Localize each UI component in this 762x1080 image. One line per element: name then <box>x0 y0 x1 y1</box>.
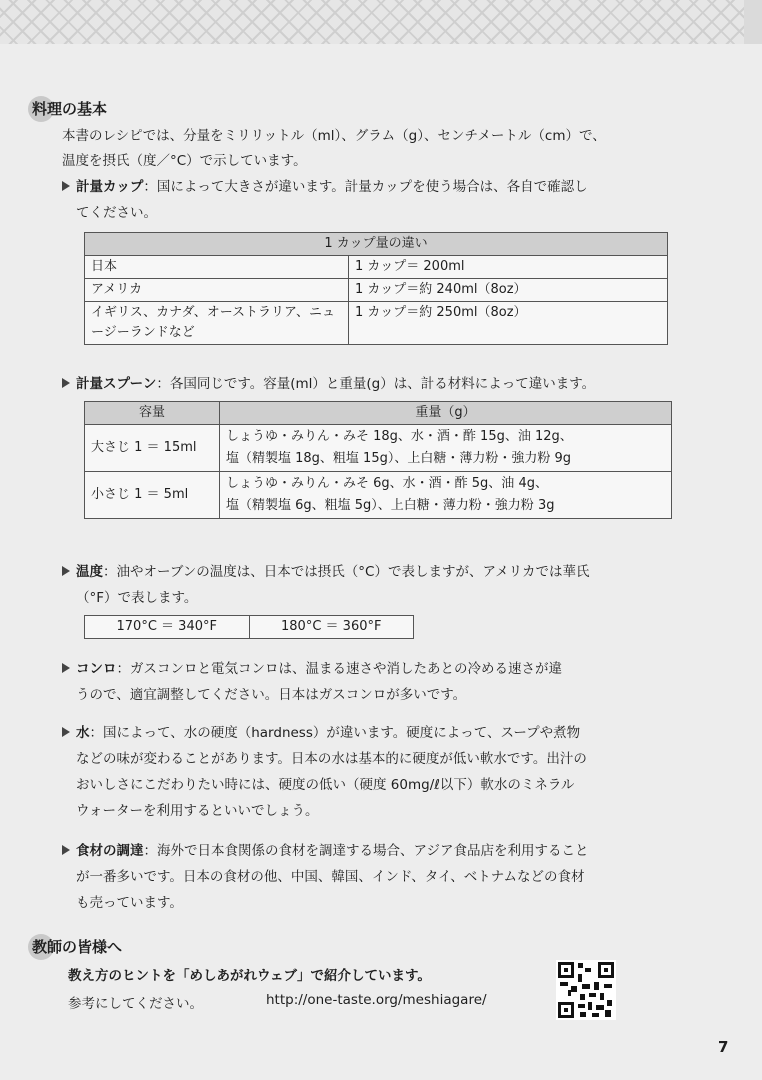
cup-country: イギリス、カナダ、オーストラリア、ニュージーランドなど <box>85 302 349 345</box>
cup-country: 日本 <box>85 256 349 279</box>
temperature-text-2: （°F）で表します。 <box>76 590 198 606</box>
teachers-note-line-2: 参考にしてください。 <box>68 996 203 1012</box>
water-text-2: などの味が変わることがあります。日本の水は基本的に硬度が低い軟水です。出汁の <box>76 751 587 767</box>
table-row <box>85 472 672 519</box>
spoon-weight-line: 塩（精製塩 18g、粗塩 15g）、上白糖・薄力粉・強力粉 9g <box>226 451 572 466</box>
bullet-water <box>62 720 704 824</box>
cup-country: アメリカ <box>85 279 349 302</box>
bullet-measuring-spoon <box>62 371 704 397</box>
measuring-cup-text-2: てください。 <box>76 205 157 221</box>
section-heading-teachers <box>28 934 122 960</box>
heading-text: 教師の皆様へ <box>32 938 123 956</box>
bullet-temperature <box>62 559 704 611</box>
term-water: 水 <box>76 725 90 741</box>
term-temperature: 温度 <box>76 564 103 580</box>
water-text-3: おいしさにこだわりたい時には、硬度の低い（硬度 60mg/ℓ以下）軟水のミネラル <box>76 777 575 793</box>
bullet-triangle-icon <box>62 181 70 191</box>
measuring-cup-text: ：国によって大きさが違います。計量カップを使う場合は、各自で確認し <box>143 179 588 195</box>
bullet-measuring-cup <box>62 174 704 226</box>
bullet-triangle-icon <box>62 727 70 737</box>
temp-conversion: 170°C ＝ 340°F <box>85 616 250 639</box>
cup-value: 1 カップ＝約 240ml（8oz） <box>349 279 668 302</box>
bullet-triangle-icon <box>62 663 70 673</box>
spoon-weight-line: しょうゆ・みりん・みそ 6g、水・酒・酢 5g、油 4g、 <box>226 476 548 491</box>
website-link[interactable]: http://one-taste.org/meshiagare/ <box>266 992 487 1008</box>
temperature-table <box>84 615 414 639</box>
term-measuring-spoon: 計量スプーン <box>76 376 157 392</box>
term-measuring-cup: 計量カップ <box>76 179 144 195</box>
cup-value: 1 カップ＝ 200ml <box>349 256 668 279</box>
water-text: ：国によって、水の硬度（hardness）が違います。硬度によって、スープや煮物 <box>89 725 581 741</box>
cup-table-title: 1 カップ量の違い <box>85 233 668 256</box>
spoon-weight-line: 塩（精製塩 6g、粗塩 5g）、上白糖・薄力粉・強力粉 3g <box>226 498 555 513</box>
term-stove: コンロ <box>76 661 117 677</box>
spoon-header-volume: 容量 <box>85 402 220 425</box>
bullet-triangle-icon <box>62 566 70 576</box>
page-number: 7 <box>718 1038 729 1056</box>
stove-text: ：ガスコンロと電気コンロは、温まる速さや消したあとの冷める速さが違 <box>116 661 562 677</box>
intro-line-2: 温度を摂氏（度／°C）で示しています。 <box>62 153 307 169</box>
teachers-note-line-1: 教え方のヒントを「めしあがれウェブ」で紹介しています。 <box>68 968 431 984</box>
spoon-weights <box>220 425 672 472</box>
spoon-volume: 小さじ 1 ＝ 5ml <box>85 472 220 519</box>
qr-code-icon[interactable] <box>556 960 616 1020</box>
bullet-triangle-icon <box>62 378 70 388</box>
table-row <box>85 302 668 345</box>
ingredients-text-2: が一番多いです。日本の食材の他、中国、韓国、インド、タイ、ベトナムなどの食材 <box>76 869 585 885</box>
spoon-weights <box>220 472 672 519</box>
temperature-text: ：油やオーブンの温度は、日本では摂氏（°C）で表しますが、アメリカでは華氏 <box>103 564 590 580</box>
table-row <box>85 279 668 302</box>
table-row <box>85 425 672 472</box>
spoon-volume: 大さじ 1 ＝ 15ml <box>85 425 220 472</box>
temp-conversion: 180°C ＝ 360°F <box>249 616 414 639</box>
bullet-triangle-icon <box>62 845 70 855</box>
intro-line-1: 本書のレシピでは、分量をミリリットル（ml）、グラム（g）、センチメートル（cm）で、 <box>62 128 606 144</box>
spoon-weight-table <box>84 401 672 519</box>
measuring-spoon-text: ：各国同じです。容量(ml）と重量(g）は、計る材料によって違います。 <box>156 376 596 392</box>
water-text-4: ウォーターを利用するといいでしょう。 <box>76 803 319 819</box>
term-ingredients: 食材の調達 <box>76 843 144 859</box>
spoon-weight-line: しょうゆ・みりん・みそ 18g、水・酒・酢 15g、油 12g、 <box>226 429 573 444</box>
table-row <box>85 256 668 279</box>
bullet-stove <box>62 656 704 708</box>
stove-text-2: うので、適宜調整してください。日本はガスコンロが多いです。 <box>76 687 467 703</box>
spoon-header-weight: 重量（g） <box>220 402 672 425</box>
ingredients-text: ：海外で日本食関係の食材を調達する場合、アジア食品店を利用すること <box>143 843 589 859</box>
cup-size-table <box>84 232 668 345</box>
header-pattern-edge <box>744 0 762 44</box>
section-heading-basics <box>28 96 107 122</box>
intro-paragraph <box>62 124 702 174</box>
header-pattern <box>0 0 762 44</box>
heading-text: 料理の基本 <box>32 100 108 118</box>
ingredients-text-3: も売っています。 <box>76 895 183 911</box>
bullet-ingredients <box>62 838 704 916</box>
cup-value: 1 カップ＝約 250ml（8oz） <box>349 302 668 345</box>
table-row <box>85 616 414 639</box>
